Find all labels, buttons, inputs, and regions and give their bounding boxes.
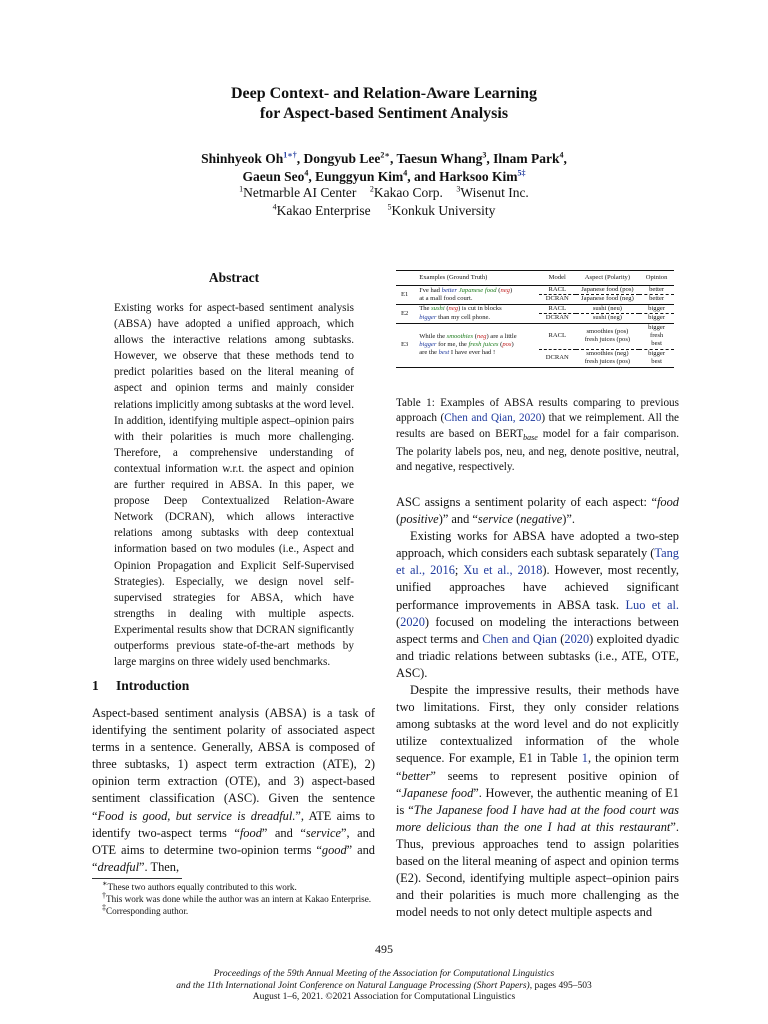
example-sentence [413, 323, 539, 367]
example-id: E1 [400, 290, 409, 298]
footer-text: and the 11th International Joint Conference on Natural Language Processing (Short Papers) [176, 980, 530, 991]
table-header-cell: Opinion [639, 271, 674, 286]
author-mark: 4 [403, 168, 408, 178]
citation-link[interactable]: 2020 [564, 631, 590, 646]
example-sentence: Food is good, but service is dreadful. [97, 808, 296, 823]
aspect-cell: sushi (neg) [576, 314, 640, 323]
title-line-2: for Aspect-based Sentiment Analysis [259, 105, 509, 122]
text-run: )”. [562, 512, 575, 527]
text-run: , the opinion term “ [396, 751, 679, 783]
text-run: for me, the [436, 340, 469, 348]
model-cell: DCRAN [539, 349, 576, 367]
table-header-cell: Model [539, 271, 576, 286]
footnote-mark: ∗ [102, 878, 108, 888]
opinion-entry: bigger [648, 323, 666, 331]
author-line-1 [0, 150, 768, 168]
example-id: E2 [396, 304, 413, 323]
affiliation-line-1 [0, 184, 768, 202]
section-number: 1 [92, 678, 99, 693]
text-run: ”, ATE aims to identify two-aspect terms “ [92, 808, 375, 840]
affiliation-name: Netmarble AI Center [243, 185, 357, 200]
opinion-term: best [438, 349, 450, 357]
proceedings-footer [0, 969, 768, 1004]
text-run: ( [473, 332, 477, 340]
text-run: The [419, 305, 432, 313]
term: better [401, 768, 431, 783]
table-header-row [396, 271, 674, 286]
opinion-cell: better [639, 295, 674, 304]
text-run: ” and “ [261, 825, 306, 840]
footer-line-2 [0, 981, 768, 993]
term: service [477, 512, 513, 527]
opinion-entry: fresh [650, 332, 664, 340]
text-run: ASC assigns a sentiment polarity of each aspect: “ [396, 495, 657, 509]
footer-text: , pages 495–503 [529, 980, 592, 991]
term: food [656, 495, 679, 509]
text-run: ) focused on modeling the interactions between aspect terms and [396, 614, 679, 646]
example-id: E3 [396, 323, 413, 367]
text-run: at a mall food court. [419, 294, 473, 302]
text-run: are the [419, 349, 439, 357]
aspect-cell [576, 323, 640, 349]
author-mark: 4 [559, 150, 564, 160]
aspect-cell: Japanese food (neg) [576, 295, 640, 304]
text-run: ( [513, 512, 521, 527]
opinion-term: better [441, 286, 458, 294]
author-mark[interactable]: 1∗† [283, 150, 297, 160]
term: Japanese food [401, 785, 474, 800]
model-cell: RACL [539, 304, 576, 313]
footnote-3 [92, 902, 375, 917]
footer-line-1: Proceedings of the 59th Annual Meeting of the Association for Computational Linguistics [213, 969, 555, 979]
author-name: Gaeun Seo [242, 169, 305, 184]
text-run: ( [444, 305, 449, 313]
table-header-cell: Examples (Ground Truth) [413, 271, 539, 286]
text-run: ) exploited dyadic and triadic relations between subtasks (i.e., ATE, OTE, ASC). [396, 631, 680, 680]
term: service [305, 825, 341, 840]
text-run: ”. Then, [139, 859, 180, 874]
text-run: ) are a little [486, 332, 517, 340]
footnote-mark: ‡ [102, 902, 106, 912]
page-number: 495 [375, 942, 393, 956]
table-row [396, 286, 674, 295]
model-cell: DCRAN [539, 295, 576, 304]
text-run: model for a fair comparison. The polarity labels pos, neu, and neg, denote positive, neutral, and negative, respectively. [396, 427, 679, 474]
citation-link[interactable]: 2020 [400, 614, 425, 629]
text-run: ” and “ [92, 842, 375, 874]
citation-link[interactable]: Chen and Qian [482, 631, 557, 646]
opinion-entry: best [651, 358, 662, 366]
text-run: ( [556, 631, 565, 646]
model-cell: RACL [548, 286, 567, 293]
paragraph [396, 682, 679, 921]
text-run: Existing works for ABSA have adopted a two-step approach, which considers each subtask separately ( [396, 529, 679, 561]
author-comma: , [563, 151, 567, 166]
text-run: ”. However, the authentic meaning of E1 is “ [396, 785, 680, 817]
aspect-term: Japanese food [458, 286, 497, 294]
opinion-cell [639, 323, 674, 349]
footnote-text: Corresponding author. [106, 906, 189, 916]
citation-link[interactable]: Xu et al., 2018 [463, 563, 543, 578]
term: dreadful [97, 859, 140, 874]
paragraph [396, 494, 679, 528]
table-header-cell [396, 271, 413, 286]
table-ref-link[interactable]: 1 [581, 751, 588, 766]
opinion-cell: bigger [639, 304, 674, 313]
section-title: Introduction [116, 678, 190, 693]
text-run: Table 1: Examples of ABSA results comparing to previous approach ( [396, 397, 679, 425]
text-run: Despite the impressive results, their methods have two limitations. First, they only consider relations among subtasks at the word level and do not explicitly utilize contextualized information of the whole sequence. For example, E1 in Table [396, 683, 679, 766]
text-run: ) that we reimplement. All the results are based on BERT [396, 412, 679, 440]
text-run: ( [396, 512, 401, 527]
text-run: ). However, most recently, unified approaches have achieved significant performance improvements in ABSA task. [396, 563, 679, 612]
term: good [321, 842, 347, 857]
text-run: I have ever had ! [449, 349, 496, 357]
opinion-entry: bigger [648, 349, 666, 357]
abstract-text: Existing works for aspect-based sentiment analysis (ABSA) have adopted a unified approach, which allows the interactive relations among subtasks. However, we observe that these methods tend to predict polarities based on the literal meaning of aspect and opinion terms and mainly consider relations implicitly among subtasks at the word level. In addition, identifying multiple aspect–opinion pairs with their polarities is much more challenging. Therefore, a comprehensive understanding of contextual information w.r.t. the aspect and opinion are further required in ABSA. In this paper, we propose Deep Contextualized Relation-Aware Network (DCRAN), which allows interactive relations among subtasks with deep contextual information based on two modules (i.e., Aspect and Opinion Propagation and Explicit Self-Supervised Strategies). Especially, we design novel self-supervised strategies for ABSA, which have strengths in dealing with multiple aspects. Experimental results show that DCRAN significantly outperforms previous state-of-the-art methods by large margins on three widely used benchmarks. [114, 302, 354, 669]
paper-title [0, 84, 768, 124]
aspect-entry: fresh juices (pos) [584, 336, 631, 344]
table-row [396, 304, 674, 313]
text-run: ( [396, 614, 401, 629]
aspect-entry: smoothies (neg) [586, 349, 629, 357]
footnote-2 [92, 890, 375, 905]
affiliation-mark: 5 [387, 202, 392, 212]
text-run: ( [496, 286, 501, 294]
text-run: While the [419, 332, 447, 340]
author-list [0, 150, 768, 186]
footnote-text: This work was done while the author was an intern at Kakao Enterprise. [106, 894, 372, 904]
affiliation-line-2 [0, 202, 768, 220]
aspect-entry: fresh juices (pos) [584, 358, 631, 366]
footer-line-3: August 1–6, 2021. ©2021 Association for Computational Linguistics [252, 992, 516, 1003]
opinion-entry: best [651, 340, 662, 348]
affiliation-name: Wisenut Inc. [460, 185, 529, 200]
table-caption [396, 396, 679, 476]
author-mark: 3 [482, 150, 487, 160]
affiliation-mark: 2 [369, 184, 374, 194]
footnote-1 [92, 878, 375, 893]
text-run: )” and “ [438, 512, 478, 527]
affiliations [0, 184, 768, 220]
table-row [396, 323, 674, 349]
author-name: , Taesun Whang [389, 151, 483, 166]
title-line-1: Deep Context- and Relation-Aware Learning [230, 85, 538, 102]
aspect-term: smoothies [446, 332, 474, 340]
section-heading-introduction [92, 678, 189, 694]
affiliation-name: Kakao Corp. [373, 185, 443, 200]
polarity-label: neg [448, 305, 459, 313]
author-mark[interactable]: 5‡ [517, 168, 526, 178]
polarity-label: neg [476, 332, 487, 340]
model-cell: DCRAN [539, 314, 576, 323]
intro-paragraph [92, 705, 375, 876]
footnotes [92, 878, 375, 917]
citation-link[interactable]: Tang et al., 2016 [396, 546, 679, 578]
term: food [239, 825, 262, 840]
subscript: base [523, 432, 538, 442]
text-run: ) [509, 286, 513, 294]
aspect-cell: Japanese food (pos) [581, 286, 634, 293]
term: negative [520, 512, 563, 527]
author-name: , Eunggyun Kim [308, 169, 404, 184]
author-name: , Dongyub Lee [296, 151, 381, 166]
text-run: ; [454, 563, 464, 578]
citation-link[interactable]: Luo et al. [625, 597, 680, 612]
text-run: ”. Thus, previous approaches tend to assign polarities based on the literal meaning of aspect and opinion terms (E2). Second, identifying multiple aspect–opinion pairs and their polarities is much more challenging as the model needs to not only detect multiple aspects and [396, 819, 679, 920]
aspect-term: sushi [431, 305, 445, 313]
aspect-entry: smoothies (pos) [586, 327, 629, 335]
affiliation-mark: 3 [456, 184, 461, 194]
affiliation-mark: 1 [239, 184, 244, 194]
aspect-cell: sushi (neu) [576, 304, 640, 313]
text-run: ”, and OTE aims to determine two-opinion terms “ [92, 825, 375, 857]
polarity-label: neg [500, 286, 510, 294]
model-cell: RACL [539, 323, 576, 349]
affiliation-name: Kakao Enterprise [276, 203, 371, 218]
term: positive [400, 512, 439, 527]
opinion-term: bigger [419, 313, 437, 321]
right-column-text [396, 494, 679, 921]
aspect-term: fresh juices [468, 340, 499, 348]
author-name: Shinhyeok Oh [201, 151, 284, 166]
footnote-mark: † [102, 890, 106, 900]
example-sentence [413, 304, 539, 323]
text-run: Aspect-based sentiment analysis (ABSA) is a task of identifying the sentiment polarity of associated aspect terms in a sentence. Generally, ABSA is composed of three subtasks, 1) aspect term extraction (ATE), 2) opinion term extraction (OTE), and 3) aspect-based sentiment classification (ASC). Given the sentence “ [92, 706, 375, 823]
text-run: I've had [419, 286, 442, 294]
text-run: ) [511, 340, 514, 348]
table-header-cell: Aspect (Polarity) [576, 271, 640, 286]
footnote-text: These two authors equally contributed to this work. [107, 882, 297, 892]
text-run: ( [498, 340, 503, 348]
affiliation-mark: 4 [272, 202, 277, 212]
polarity-label: pos [502, 340, 512, 348]
text-run: than my cell phone. [436, 313, 491, 321]
aspect-cell [576, 349, 640, 367]
citation-link[interactable]: Chen and Qian, 2020 [444, 412, 542, 425]
opinion-cell: better [649, 286, 665, 293]
text-run: ” seems to represent positive opinion of “ [396, 768, 679, 800]
example-sentence [413, 286, 539, 305]
text-run: ) is cut in blocks [458, 305, 502, 313]
opinion-cell [639, 349, 674, 367]
author-mark: 4 [304, 168, 309, 178]
author-name: , Ilnam Park [486, 151, 560, 166]
opinion-cell: bigger [639, 314, 674, 323]
author-mark: 2∗ [380, 150, 390, 160]
quoted-meaning: The Japanese food I have had at the food court was more delicious than the one I had at this restaurant [396, 802, 679, 834]
abstract-heading: Abstract [208, 270, 260, 285]
opinion-term: bigger [419, 340, 437, 348]
paragraph [396, 528, 679, 682]
examples-table [396, 270, 674, 368]
author-name: , and Harksoo Kim [407, 169, 518, 184]
affiliation-name: Konkuk University [391, 203, 496, 218]
